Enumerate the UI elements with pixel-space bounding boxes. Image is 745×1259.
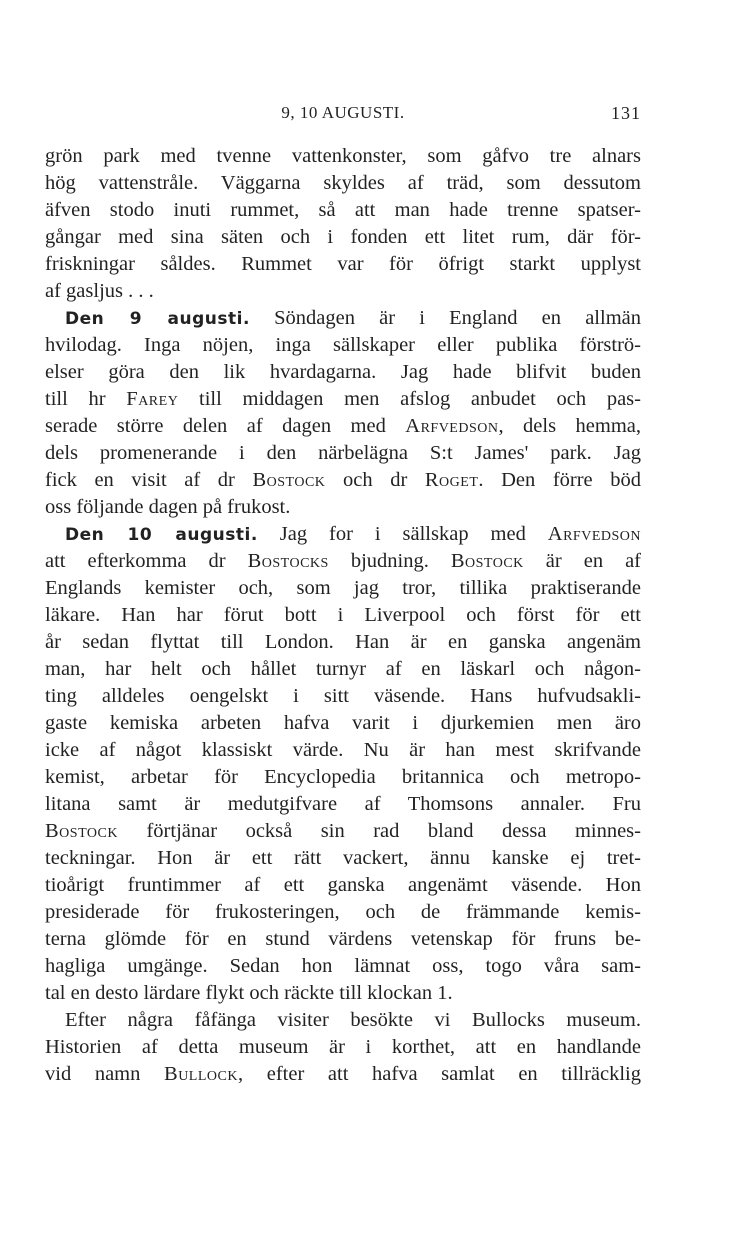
text-line [45, 143, 641, 170]
text-run: Englands kemister och, som jag tror, tillika praktiserande [45, 577, 641, 599]
text-run: Efter några fåfänga visiter besökte vi Bullocks museum. [65, 1009, 641, 1031]
text-run: till hr [45, 388, 127, 410]
text-run: litana samt är medutgifvare af Thomsons annaler. Fru [45, 793, 641, 815]
text-run: bjudning. [328, 550, 451, 572]
text-run: dels promenerande i den närbelägna S:t James' park. Jag [45, 442, 641, 464]
text-line [45, 197, 641, 224]
text-run: elser göra den lik hvardagarna. Jag hade blifvit buden [45, 361, 641, 383]
text-line [45, 791, 641, 818]
body-text [45, 143, 641, 1088]
running-head [45, 103, 641, 131]
small-caps-name: Bullock [164, 1063, 238, 1085]
text-line [45, 305, 641, 332]
text-run: fick en visit af dr [45, 469, 253, 491]
text-run: läkare. Han har förut bott i Liverpool och först för ett [45, 604, 641, 626]
text-line [45, 440, 641, 467]
text-line [45, 332, 641, 359]
small-caps-name: Bostock [450, 550, 524, 572]
text-line [45, 170, 641, 197]
text-run: Söndagen är i England en allmän [249, 307, 641, 329]
text-line [45, 1034, 641, 1061]
text-run: ting alldeles oengelskt i sitt väsende. Hans hufvudsakli- [45, 685, 641, 707]
text-run: hagliga umgänge. Sedan hon lämnat oss, togo våra sam- [45, 955, 641, 977]
text-line [45, 629, 641, 656]
small-caps-name: Arfvedson [547, 523, 641, 545]
text-line [45, 737, 641, 764]
text-line [45, 1007, 641, 1034]
text-line [45, 872, 641, 899]
text-run: gaste kemiska arbeten hafva varit i djurkemien men äro [45, 712, 641, 734]
text-run: att efterkomma dr [45, 550, 248, 572]
page-number: 131 [611, 103, 641, 123]
text-line [45, 1061, 641, 1088]
text-line [45, 926, 641, 953]
text-line [45, 980, 641, 1007]
text-line [45, 602, 641, 629]
text-line [45, 575, 641, 602]
text-run: , dels hemma, [498, 415, 641, 437]
text-line [45, 899, 641, 926]
text-run: terna glömde för en stund värdens vetenskap för fruns be- [45, 928, 641, 950]
text-line [45, 710, 641, 737]
text-run: kemist, arbetar för Encyclopedia britannica och metropo- [45, 766, 641, 788]
small-caps-name: Farey [126, 388, 179, 410]
text-run: teckningar. Hon är ett rätt vackert, ännu kanske ej tret- [45, 847, 641, 869]
text-run: äfven stodo inuti rummet, så att man hade trenne spatser- [45, 199, 641, 221]
text-run: tioårigt fruntimmer af ett ganska angenämt väsende. Hon [45, 874, 641, 896]
text-run: gångar med sina säten och i fonden ett litet rum, där för- [45, 226, 641, 248]
text-line [45, 359, 641, 386]
small-caps-name: Roget [424, 469, 479, 491]
text-run: serade större delen af dagen med [45, 415, 406, 437]
text-run: till middagen men afslog anbudet och pas- [178, 388, 641, 410]
text-line [45, 656, 641, 683]
text-line [45, 224, 641, 251]
text-line [45, 764, 641, 791]
text-run: Jag for i sällskap med [257, 523, 548, 545]
text-line [45, 413, 641, 440]
text-run: år sedan flyttat till London. Han är en ganska angenäm [45, 631, 641, 653]
small-caps-name: Arfvedson [405, 415, 499, 437]
text-run: presiderade för frukosteringen, och de främmande kemis- [45, 901, 641, 923]
text-line [45, 251, 641, 278]
small-caps-name: Bostocks [247, 550, 329, 572]
text-run: Historien af detta museum är i korthet, att en handlande [45, 1036, 641, 1058]
text-run: hög vattenstråle. Väggarna skyldes af träd, som dessutom [45, 172, 641, 194]
text-line [45, 548, 641, 575]
text-line [45, 683, 641, 710]
text-run: icke af något klassiskt värde. Nu är han mest skrifvande [45, 739, 641, 761]
text-line [45, 953, 641, 980]
text-line [45, 521, 641, 548]
text-line [45, 494, 641, 521]
text-run: hvilodag. Inga nöjen, inga sällskaper eller publika förströ- [45, 334, 641, 356]
small-caps-name: Bostock [45, 820, 118, 842]
text-run: oss följande dagen på frukost. [45, 496, 291, 518]
text-line [45, 467, 641, 494]
text-line [45, 386, 641, 413]
text-run: man, har helt och hållet turnyr af en läskarl och någon- [45, 658, 641, 680]
text-run: förtjänar också sin rad bland dessa minnes- [117, 820, 641, 842]
text-run: tal en desto lärdare flykt och räckte till klockan 1. [45, 982, 453, 1004]
text-run: , efter att hafva samlat en tillräcklig [237, 1063, 641, 1085]
text-run: af gasljus . . . [45, 280, 154, 302]
text-run: är en af [523, 550, 641, 572]
text-run: och dr [325, 469, 425, 491]
text-line [45, 845, 641, 872]
running-head-title: 9, 10 AUGUSTI. [281, 103, 405, 122]
small-caps-name: Bostock [252, 469, 326, 491]
text-line [45, 278, 641, 305]
text-run: . Den förre böd [478, 469, 641, 491]
text-run: vid namn [45, 1063, 165, 1085]
date-heading: Den 9 augusti. [65, 309, 250, 329]
date-heading: Den 10 augusti. [65, 525, 258, 545]
text-line [45, 818, 641, 845]
text-run: grön park med tvenne vattenkonster, som gåfvo tre alnars [45, 145, 641, 167]
text-run: friskningar såldes. Rummet var för öfrigt starkt upplyst [45, 253, 641, 275]
